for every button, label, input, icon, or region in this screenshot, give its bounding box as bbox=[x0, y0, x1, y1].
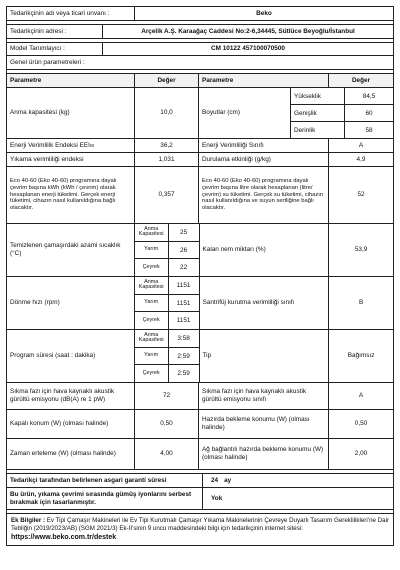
standby-label: Hazırda bekleme konumu (W) (olması halinde) bbox=[199, 410, 329, 438]
supplier-row bbox=[7, 7, 393, 21]
table-row bbox=[7, 224, 393, 277]
sub-row bbox=[135, 224, 199, 242]
energy-class-label: Enerji Verimliliği Sınıfı bbox=[199, 139, 329, 152]
max-temp-label: Temizlenen çamaşırdaki azami sıcaklık (°C) bbox=[7, 224, 135, 276]
energy-class-value: A bbox=[358, 141, 364, 149]
spin-class-value: B bbox=[358, 299, 364, 307]
value-header: Değer bbox=[135, 74, 199, 87]
address-label: Tedarikçinin adresi : bbox=[7, 25, 103, 38]
off-mode-label: Kapalı konum (W) (olması halinde) bbox=[7, 410, 135, 438]
temp-half-value: 26 bbox=[180, 246, 188, 254]
duration-half-value: 2:59 bbox=[177, 352, 190, 360]
general-params-title: Genel ürün parametreleri : bbox=[10, 58, 85, 66]
eei-label bbox=[7, 139, 135, 152]
quarter-label: Çeyrek bbox=[135, 259, 169, 276]
sub-row bbox=[135, 312, 199, 329]
address-value: Arçelik A.Ş. Karaağaç Caddesi No:2-6,34445, Sütlüce Beyoğlu/İstanbul bbox=[141, 27, 355, 35]
moisture-label: Kalan nem miktarı (%) bbox=[200, 224, 330, 276]
washing-index-value: 1,031 bbox=[135, 153, 199, 166]
extra-info bbox=[7, 514, 393, 545]
silver-ion-value: Yok bbox=[211, 494, 223, 502]
spin-half-value: 1151 bbox=[176, 299, 191, 307]
half-label: Yarım bbox=[135, 295, 169, 312]
temp-quarter-value: 22 bbox=[180, 264, 188, 272]
height-value: 84,5 bbox=[362, 92, 376, 100]
value-header: Değer bbox=[351, 76, 371, 84]
quarter-label: Çeyrek bbox=[135, 312, 169, 329]
rated-capacity-label: Anma Kapasitesi bbox=[135, 277, 169, 294]
quarter-label: Çeyrek bbox=[135, 365, 169, 382]
sub-row bbox=[135, 330, 199, 348]
warranty-value: 24 bbox=[211, 476, 219, 484]
eei-subscript: W bbox=[89, 142, 95, 148]
model-label: Model Tanımlayıcı : bbox=[7, 43, 103, 55]
program-duration-group bbox=[135, 330, 200, 382]
noise-label: Sıkma fazı için hava kaynaklı akustik gürültü emisyonu (dB(A) re 1 pW) bbox=[7, 383, 135, 409]
energy-consumption-value: 0,357 bbox=[135, 167, 199, 223]
off-mode-value: 0,50 bbox=[135, 410, 199, 438]
spin-speed-label: Dönme hızı (rpm) bbox=[7, 277, 135, 329]
warranty-unit: ay bbox=[224, 476, 232, 484]
table-row bbox=[7, 439, 393, 470]
table-row bbox=[7, 410, 393, 439]
table-row bbox=[7, 88, 393, 139]
networked-standby-value: 2,00 bbox=[354, 450, 368, 458]
rinsing-label: Durulama etkinliği (g/kg) bbox=[199, 153, 329, 166]
param-header: Parametre bbox=[7, 74, 135, 87]
supplier-label: Tedarikçinin adı veya ticari unvanı : bbox=[7, 7, 135, 20]
delay-start-value: 4,00 bbox=[135, 439, 199, 469]
type-value: Bağımsız bbox=[347, 352, 375, 360]
support-link[interactable]: https://www.beko.com.tr/destek bbox=[11, 534, 117, 542]
noise-value: 72 bbox=[135, 383, 199, 409]
program-duration-label: Program süresi (saat : dakika) bbox=[7, 330, 135, 382]
height-label: Yükseklik bbox=[291, 88, 345, 104]
table-row bbox=[7, 383, 393, 410]
sub-row bbox=[135, 348, 199, 366]
warranty-value-group bbox=[203, 474, 393, 487]
sub-row bbox=[135, 295, 199, 313]
table-row bbox=[7, 167, 393, 224]
supplier-value: Beko bbox=[256, 9, 272, 17]
spin-quarter-value: 1151 bbox=[176, 317, 191, 325]
depth-value: 58 bbox=[365, 126, 373, 134]
param-header: Parametre bbox=[199, 74, 329, 87]
depth-label: Derinlik bbox=[291, 122, 345, 138]
dimension-row bbox=[291, 122, 393, 138]
noise-class-value: A bbox=[358, 392, 364, 400]
rated-capacity-label: Anma Kapasitesi bbox=[135, 224, 169, 241]
silver-ion-label: Bu ürün, yıkama çevrimi sırasında gümüş iyonlarını serbest bırakmak için tasarlanmıştır. bbox=[7, 488, 203, 509]
moisture-value: 53,9 bbox=[354, 246, 368, 254]
sub-row bbox=[135, 365, 199, 382]
half-label: Yarım bbox=[135, 242, 169, 259]
sub-row bbox=[135, 277, 199, 295]
dimension-row bbox=[291, 88, 393, 105]
type-label: Tip bbox=[200, 330, 330, 382]
capacity-value: 10,0 bbox=[135, 88, 199, 138]
temp-rated-value: 25 bbox=[180, 228, 188, 236]
duration-quarter-value: 2:59 bbox=[177, 370, 190, 378]
width-value: 60 bbox=[365, 109, 373, 117]
sub-row bbox=[135, 242, 199, 260]
table-row bbox=[7, 139, 393, 153]
standby-value: 0,50 bbox=[354, 420, 368, 428]
eei-value: 36,2 bbox=[135, 139, 199, 152]
product-info-sheet bbox=[6, 6, 394, 546]
warranty-label: Tedarikçi tarafından belirlenen asgari garanti süresi bbox=[7, 474, 203, 487]
rinsing-value: 4,9 bbox=[356, 155, 366, 163]
half-label: Yarım bbox=[135, 348, 169, 365]
rated-capacity-label: Anma Kapasitesi bbox=[135, 330, 169, 347]
networked-standby-label: Ağ bağlantılı hazırda bekleme konumu (W) (olması halinde) bbox=[199, 439, 329, 469]
table-row bbox=[7, 277, 393, 330]
capacity-label: Anma kapasitesi (kg) bbox=[7, 88, 135, 138]
dimension-row bbox=[291, 105, 393, 122]
general-params-row bbox=[7, 56, 393, 70]
max-temp-group bbox=[135, 224, 200, 276]
dimensions-label: Boyutlar (cm) bbox=[199, 88, 291, 138]
washing-index-label: Yıkama verimliliği endeksi bbox=[7, 153, 135, 166]
model-row bbox=[7, 43, 393, 56]
warranty-row bbox=[7, 474, 393, 488]
delay-start-label: Zaman erteleme (W) (olması halinde) bbox=[7, 439, 135, 469]
noise-class-label: Sıkma fazı için hava kaynaklı akustik gürültü emisyonu sınıfı bbox=[199, 383, 329, 409]
sub-row bbox=[135, 259, 199, 276]
extra-info-title: Ek Bilgiler : bbox=[11, 517, 46, 524]
spin-speed-group bbox=[135, 277, 200, 329]
water-consumption-label: Eco 40-60 (Eko 40-60) programına dayalı çevrim başına litre olarak hesaplanan (litre/çevrim) su tüketimi. Gerçek su tüketimi, cihazın nasıl kullanıldığına ve suyun sertliğine bağlı olacaktır. bbox=[199, 167, 329, 223]
extra-info-text: Ev Tipi Çamaşır Makineleri ile Ev Tipi Kurutmalı Çamaşır Yıkama Makinelerinin Çevreye Duyarlı Tasarım Gereklilikleri’ne Dair Tebliğin (2019/2023/AB) (SGM 2021/3) Ek-II’sinin 9 uncu maddesindeki bilgi için tedarikçinin internet sitesi: bbox=[11, 517, 390, 533]
address-row bbox=[7, 25, 393, 39]
extra-info-row bbox=[7, 514, 393, 545]
water-consumption-value: 52 bbox=[357, 191, 365, 199]
table-header bbox=[7, 74, 393, 88]
table-row bbox=[7, 153, 393, 167]
energy-consumption-label: Eco 40-60 (Eko 40-60) programına dayalı çevrim başına kWh (kWh / çevrim) olarak hesaplanan enerji tüketimi. Gerçek enerji tüketimi, cihazın nasıl kullanıldığına bağlı olacaktır. bbox=[7, 167, 135, 223]
silver-ion-row bbox=[7, 488, 393, 510]
dimensions-group bbox=[291, 88, 393, 138]
table-row bbox=[7, 330, 393, 383]
duration-rated-value: 3:58 bbox=[177, 334, 190, 342]
spin-class-label: Santrifüj kurutma verimliliği sınıfı bbox=[200, 277, 330, 329]
width-label: Genişlik bbox=[291, 105, 345, 121]
model-value: CM 10122 457100070500 bbox=[211, 45, 285, 53]
eei-text: Enerji Verimlilik Endeksi EEI bbox=[10, 141, 90, 149]
spin-rated-value: 1151 bbox=[176, 281, 191, 289]
